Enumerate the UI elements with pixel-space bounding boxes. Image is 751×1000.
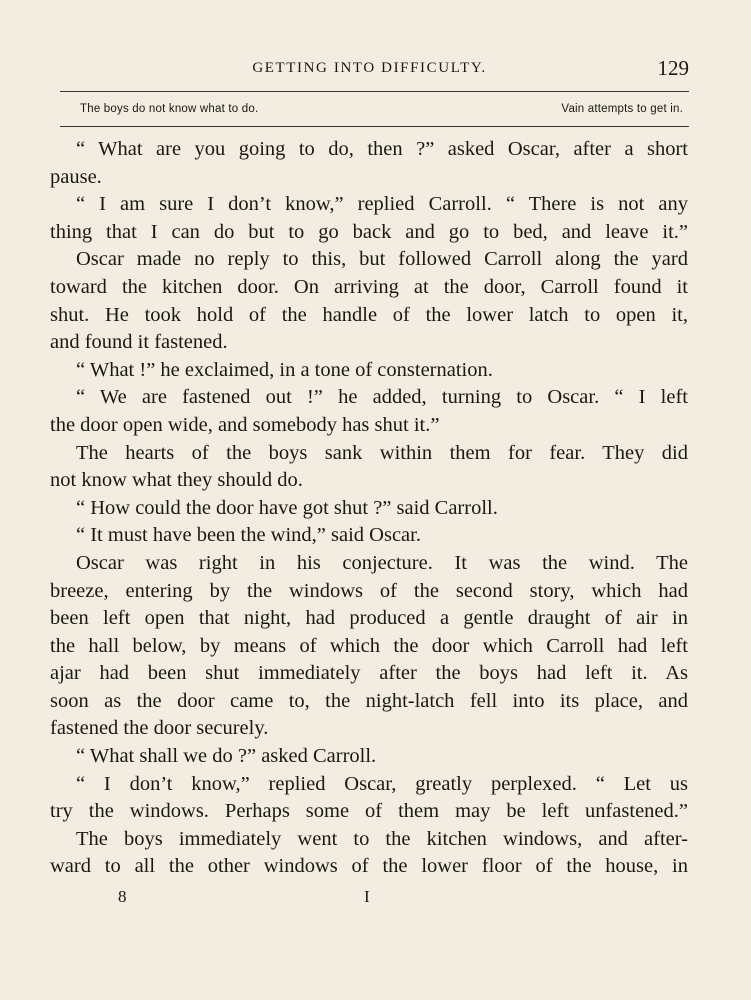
top-rule	[60, 91, 689, 92]
running-head	[50, 56, 689, 82]
text-line: ward to all the other windows of the lower floor of the house, in	[50, 855, 688, 878]
text-line: not know what they should do.	[50, 469, 303, 492]
text-line: “ It must have been the wind,” said Oscar.	[76, 524, 421, 547]
text-line: “ How could the door have got shut ?” said Carroll.	[76, 496, 498, 519]
text-line: ajar had been shut immediately after the boys had left it. As	[50, 662, 688, 685]
running-title: GETTING INTO DIFFICULTY.	[252, 60, 487, 76]
signature-mark: 8	[118, 887, 127, 906]
body-text	[50, 136, 688, 881]
subhead-left: The boys do not know what to do.	[80, 103, 259, 115]
text-line: “ What shall we do ?” asked Carroll.	[76, 745, 377, 768]
text-line: breeze, entering by the windows of the second story, which had	[50, 579, 688, 602]
text-line: the hall below, by means of which the door which Carroll had left	[50, 634, 688, 657]
text-line: thing that I can do but to go back and go to bed, and leave it.”	[50, 220, 688, 243]
text-line: Oscar made no reply to this, but followed Carroll along the yard	[76, 248, 688, 271]
text-line: The boys immediately went to the kitchen windows, and after-	[76, 827, 688, 850]
subhead-right: Vain attempts to get in.	[561, 103, 683, 115]
text-line: “ I don’t know,” replied Oscar, greatly perplexed. “ Let us	[76, 772, 688, 795]
bottom-rule	[60, 126, 689, 127]
text-line: Oscar was right in his conjecture. It was the wind. The	[76, 551, 688, 574]
text-line: toward the kitchen door. On arriving at the door, Carroll found it	[50, 275, 688, 298]
page-number: 129	[657, 56, 689, 80]
text-line: the door open wide, and somebody has shut it.”	[50, 413, 440, 436]
text-line: The hearts of the boys sank within them for fear. They did	[76, 441, 688, 464]
text-line: shut. He took hold of the handle of the lower latch to open it,	[50, 303, 688, 326]
signature-letter: I	[364, 887, 370, 906]
text-line: fastened the door securely.	[50, 717, 269, 740]
text-line: try the windows. Perhaps some of them may be left unfastened.”	[50, 800, 688, 823]
text-line: and found it fastened.	[50, 331, 228, 354]
text-line: pause.	[50, 165, 102, 188]
page-footer	[0, 887, 751, 909]
text-line: “ What are you going to do, then ?” asked Oscar, after a short	[76, 138, 688, 160]
text-line: soon as the door came to, the night-latch fell into its place, and	[50, 689, 688, 712]
text-line: been left open that night, had produced a gentle draught of air in	[50, 607, 688, 630]
text-line: “ We are fastened out !” he added, turning to Oscar. “ I left	[76, 386, 688, 409]
text-line: “ I am sure I don’t know,” replied Carroll. “ There is not any	[76, 193, 688, 216]
text-line: “ What !” he exclaimed, in a tone of consternation.	[76, 358, 493, 381]
